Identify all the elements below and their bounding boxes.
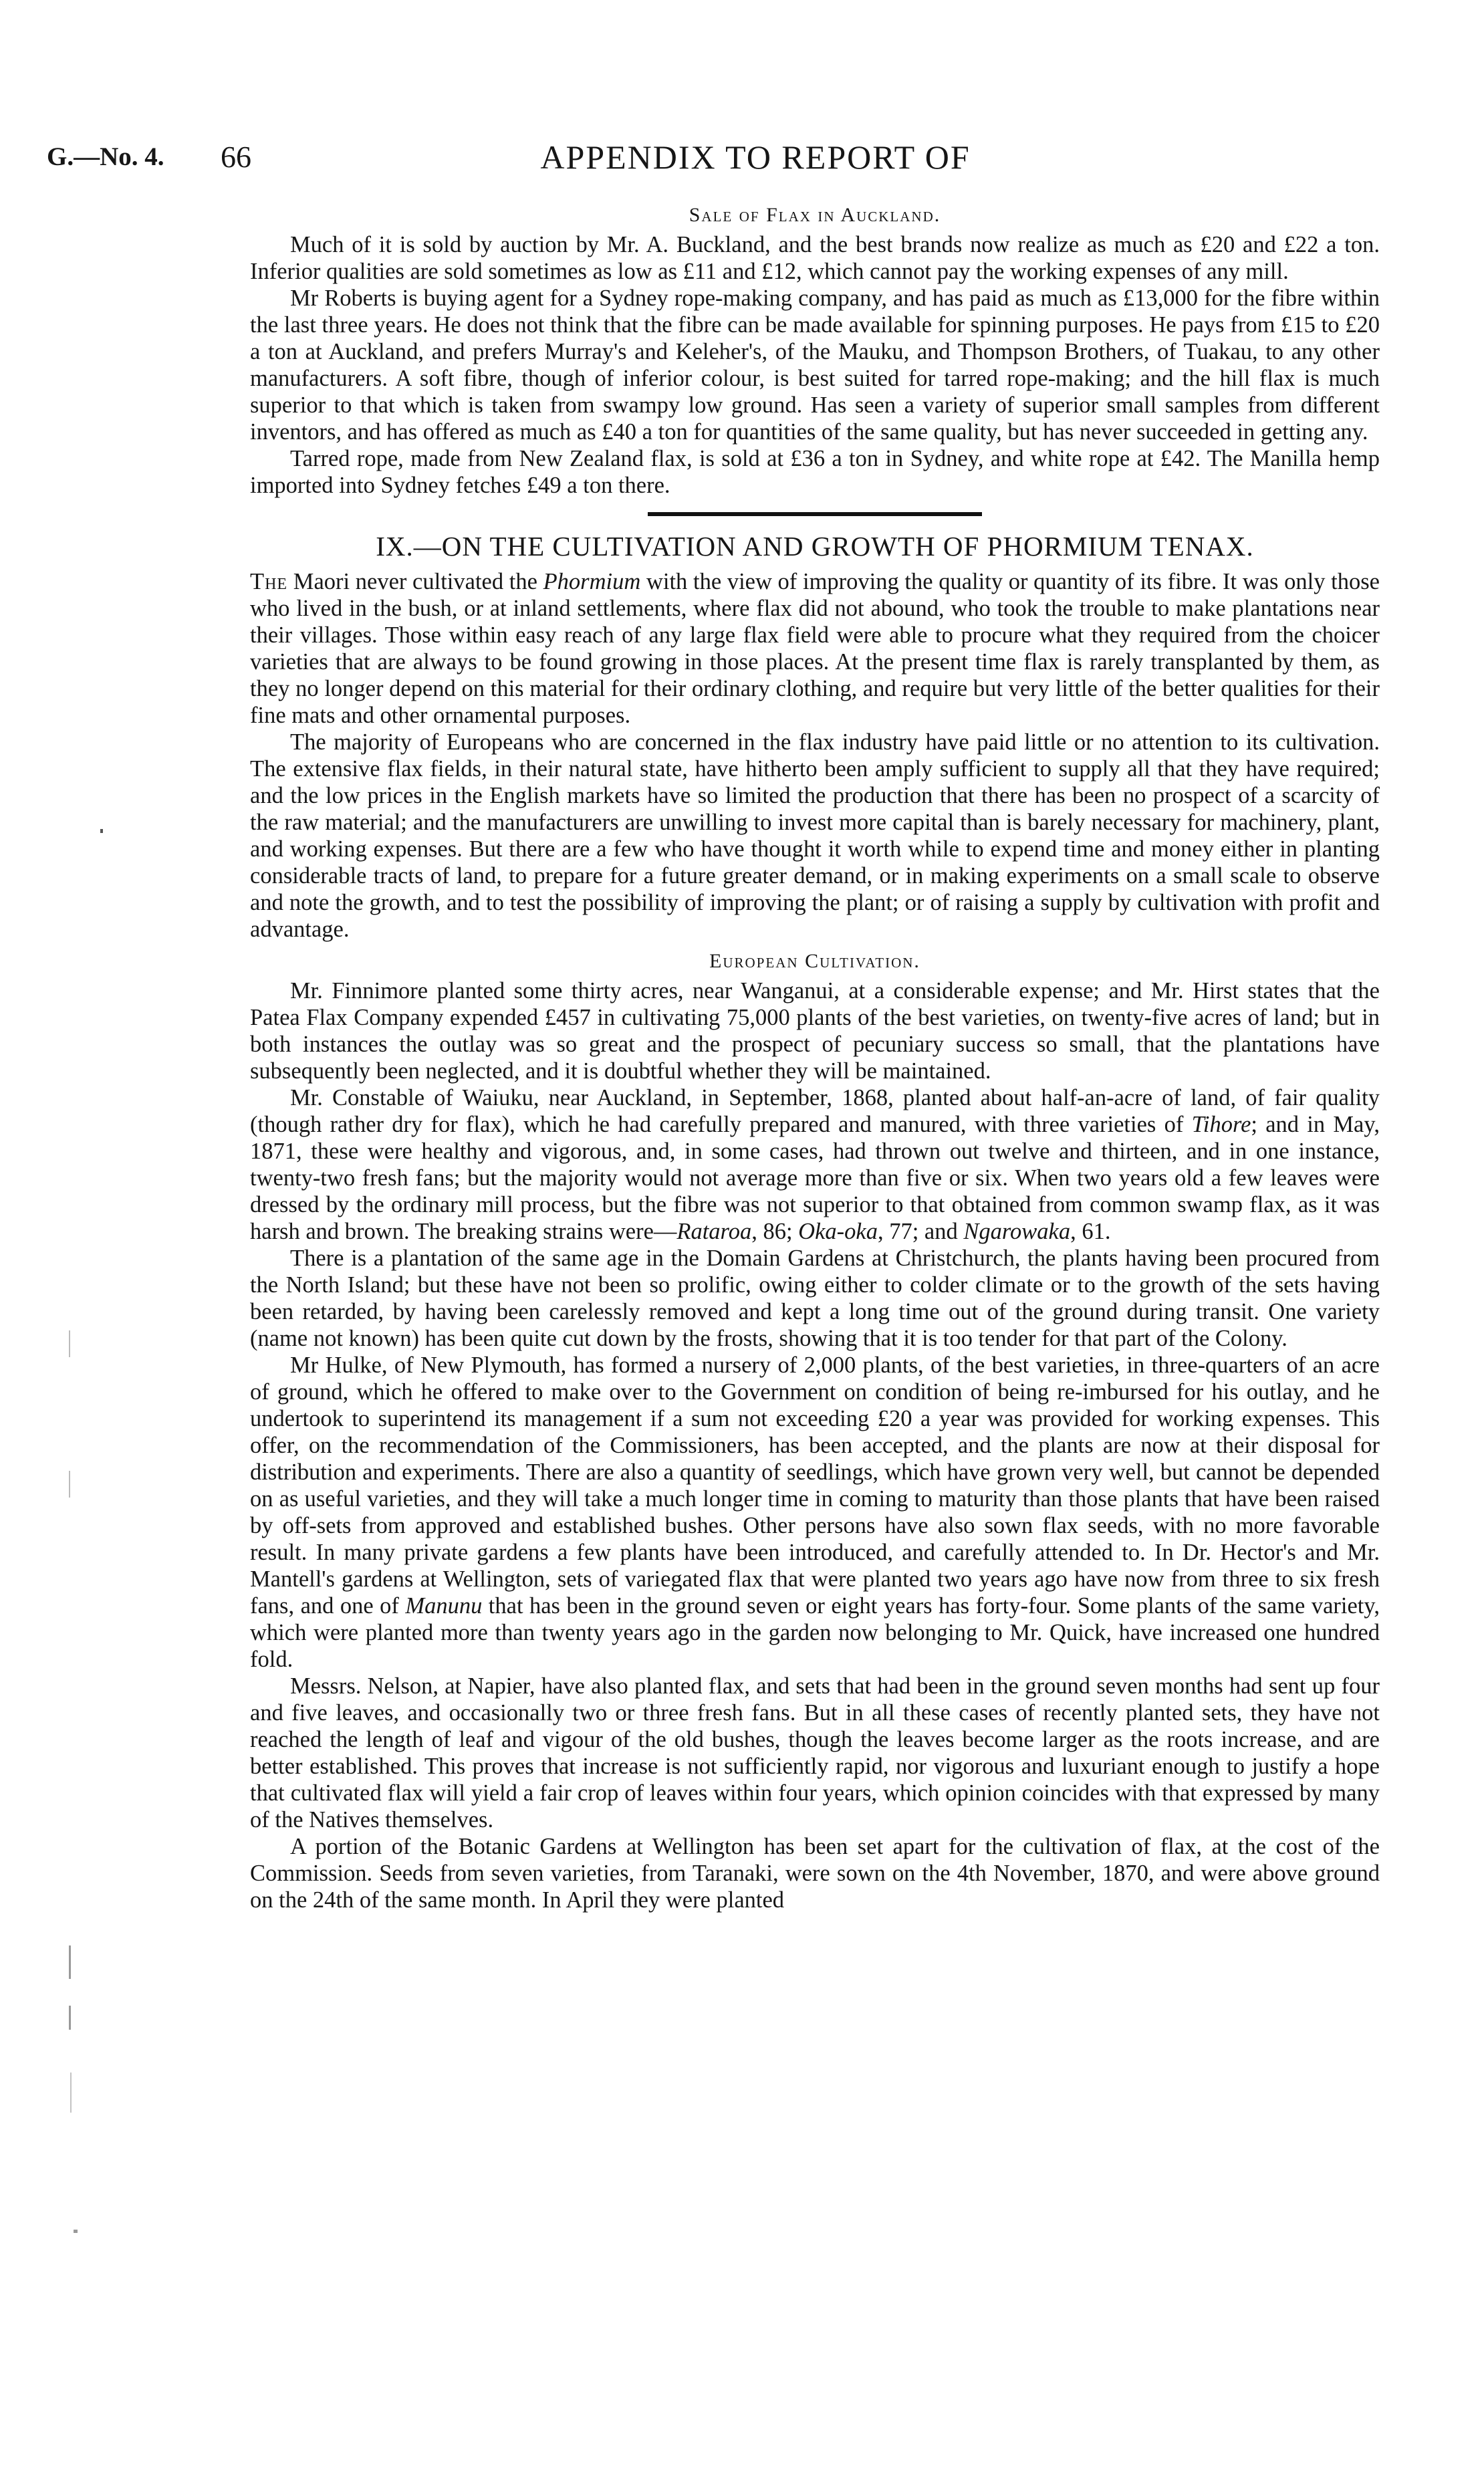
scan-mark	[69, 1471, 70, 1498]
report-reference: G.—No. 4.	[47, 142, 164, 171]
sale-paragraph-2: Mr Roberts is buying agent for a Sydney rope-making company, and has paid as much as £13,000 for the fibre within the last three years. He does not think that the fibre can be made available for spinning purposes. He pays from £15 to £20 a ton at Auckland, and prefers Murray's and Keleher's, of the Mauku, and Thompson Brothers, of Tuakau, to any other manufacturers. A soft fibre, though of inferior colour, is best suited for tarred rope-making; and the hill flax is much superior to that which is taken from swampy low ground. Has seen a variety of superior small samples from different inventors, and has offered as much as £40 a ton for quantities of the same quality, but has never succeeded in getting any.	[250, 285, 1380, 445]
document-body	[250, 201, 1380, 1913]
sale-paragraph-1: Much of it is sold by auction by Mr. A. Buckland, and the best brands now realize as much as £20 and £22 a ton. Inferior qualities are sold sometimes as low as £11 and £12, which cannot pay the working expenses of any mill.	[250, 232, 1380, 284]
text-run: that has been in the ground seven or eight years has forty-four. Some plants of the same variety, which were planted more than twenty years ago in the garden now belonging to Mr. Quick, have increased one hundred fold.	[250, 1593, 1380, 1672]
text-run: with the view of improving the quality or quantity of its fibre. It was only those who lived in the bush, or at inland settlements, where flax did not abound, who took the trouble to make plantations near their villages. Those within easy reach of any large flax field were able to procure what they required from the choicer varieties that are always to be found growing in those places. At the present time flax is rarely transplanted by them, as they no longer depend on this material for their ordinary clothing, and require but very little of the better qualities for their fine mats and other ornamental purposes.	[250, 569, 1380, 728]
italic-term: Ngarowaka	[963, 1219, 1071, 1244]
sale-section-heading: Sale of Flax in Auckland.	[689, 204, 941, 226]
text-run: Mr Hulke, of New Plymouth, has formed a nursery of 2,000 plants, of the best varieties, in three-quarters of an acre of ground, which he offered to make over to the Government on condition of being re-imbursed for his outlay, and he undertook to superintend its management if a sum not exceeding £20 a year was provided for working expenses. This offer, on the recommendation of the Commissioners, has been accepted, and the plants are now at their disposal for distribution and experiments. There are also a quantity of seedlings, which have grown very well, but cannot be depended on as useful varieties, and they will take a much longer time in coming to maturity than those plants that have been raised by off-sets from approved and established bushes. Other persons have also sown flax seeds, with no more favorable result. In many private gardens a few plants have been introduced, and carefully attended to. In Dr. Hector's and Mr. Mantell's gardens at Wellington, sets of variegated flax that were planted two years ago have now from three to six fresh fans, and one of	[250, 1352, 1380, 1619]
text-run: Mr. Constable of Waiuku, near Auckland, in September, 1868, planted about half-an-acre of land, of fair quality (though rather dry for flax), which he had carefully prepared and manured, with three varieties of	[250, 1085, 1380, 1137]
scan-mark	[100, 829, 103, 833]
text-run: , 61.	[1070, 1219, 1111, 1244]
scan-mark	[69, 1945, 71, 1979]
text-run: Maori never cultivated the	[287, 569, 543, 594]
text-run: , 77; and	[877, 1219, 964, 1244]
scan-mark	[69, 2006, 71, 2030]
scan-mark	[70, 2073, 72, 2113]
european-section-heading: European Cultivation.	[709, 950, 920, 972]
section-ix-title: IX.—ON THE CULTIVATION AND GROWTH OF PHORMIUM TENAX.	[376, 531, 1254, 562]
text-run: ; and in May, 1871, these were healthy and vigorous, and, in some cases, had thrown out twelve and thirteen, and in one instance, twenty-two fresh fans; but the majority would not average more than five or six. When two years old a few leaves were dressed by the ordinary mill process, but the fibre was not superior to that obtained from common swamp flax, as it was harsh and brown. The breaking strains were—	[250, 1112, 1380, 1244]
scan-mark	[69, 1330, 70, 1357]
section-ix-paragraph-2: The majority of Europeans who are concerned in the flax industry have paid little or no attention to its cultivation. The extensive flax fields, in their natural state, have hitherto been amply sufficient to supply all that they have required; and the low prices in the English markets have so limited the production that there has been no prospect of a scarcity of the raw material; and the manufacturers are unwilling to invest more capital than is barely necessary for machinery, plant, and working expenses. But there are a few who have thought it worth while to expend time and money either in planting considerable tracts of land, to prepare for a future greater demand, or in making experiments on a small scale to observe and note the growth, and to test the possibility of improving the plant; or of raising a supply by cultivation with profit and advantage.	[250, 729, 1380, 942]
italic-term: Tihore	[1191, 1112, 1251, 1137]
sale-paragraph-3: Tarred rope, made from New Zealand flax, is sold at £36 a ton in Sydney, and white rope at £42. The Manilla hemp imported into Sydney fetches £49 a ton there.	[250, 446, 1380, 498]
text-run: , 86;	[751, 1219, 799, 1244]
european-paragraph-2	[250, 1084, 1380, 1245]
lead-word: The	[250, 569, 288, 594]
section-divider	[648, 512, 982, 516]
page-header-title: APPENDIX TO REPORT OF	[540, 138, 971, 176]
european-paragraph-5: Messrs. Nelson, at Napier, have also planted flax, and sets that had been in the ground seven months had sent up four and five leaves, and occasionally two or three fresh fans. But in all these cases of recently planted sets, they have not reached the length of leaf and vigour of the old bushes, though the leaves become larger as the roots increase, and are better established. This proves that increase is not sufficiently rapid, nor vigorous and luxuriant enough to justify a hope that cultivated flax will yield a fair crop of leaves within four years, which opinion coincides with that expressed by many of the Natives themselves.	[250, 1673, 1380, 1832]
european-paragraph-6: A portion of the Botanic Gardens at Wellington has been set apart for the cultivation of flax, at the cost of the Commission. Seeds from seven varieties, from Taranaki, were sown on the 4th November, 1870, and were above ground on the 24th of the same month. In April they were planted	[250, 1834, 1380, 1913]
italic-term: Rataroa	[676, 1219, 752, 1244]
european-paragraph-3: There is a plantation of the same age in the Domain Gardens at Christchurch, the plants having been procured from the North Island; but these have not been so prolific, owing either to colder climate or to the growth of the sets having been retarded, by having been carelessly removed and kept a long time out of the ground during transit. One variety (name not known) has been quite cut down by the frosts, showing that it is too tender for that part of the Colony.	[250, 1246, 1380, 1351]
section-ix-paragraph-1	[250, 568, 1380, 729]
italic-term: Oka-oka	[798, 1219, 878, 1244]
scan-mark	[74, 2230, 78, 2233]
european-paragraph-1: Mr. Finnimore planted some thirty acres, near Wanganui, at a considerable expense; and Mr. Hirst states that the Patea Flax Company expended £457 in cultivating 75,000 plants of the best varieties, on twenty-five acres of land; but in both instances the outlay was so great and the prospect of pecuniary success so small, that the plantations have subsequently been neglected, and it is doubtful whether they will be maintained.	[250, 978, 1380, 1084]
italic-term: Manunu	[405, 1593, 483, 1619]
italic-term: Phormium	[543, 569, 641, 594]
page-number: 66	[221, 140, 251, 174]
european-paragraph-4	[250, 1352, 1380, 1673]
